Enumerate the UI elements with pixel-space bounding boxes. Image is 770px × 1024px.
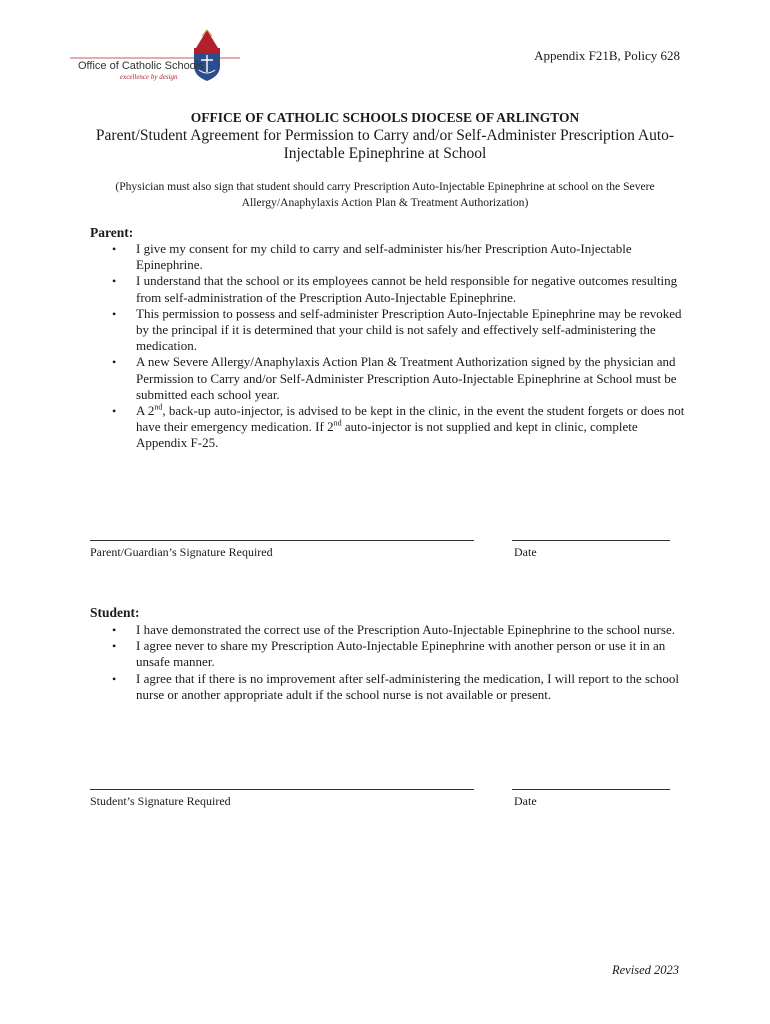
bullet-icon: • — [112, 355, 117, 370]
mitre-icon — [196, 30, 218, 48]
organization-heading: OFFICE OF CATHOLIC SCHOOLS DIOCESE OF ARLINGTON — [190, 110, 580, 125]
bullet-text: I agree that if there is no improvement after self-administering the medication, I will report to the school nurse or another appropriate adult if the school nurse is not available or present. — [136, 670, 679, 702]
student-signature-line[interactable] — [90, 789, 474, 790]
bullet-icon: • — [112, 274, 117, 289]
physician-note: (Physician must also sign that student should carry Prescription Auto-Injectable Epinephrine at school on the Severe Allergy/Anaphylaxis Action Plan & Treatment Authorization) — [115, 180, 655, 209]
list-item — [90, 403, 690, 452]
bullet-text: I understand that the school or its employees cannot be held responsible for negative outcomes resulting from self-administration of the Prescription Auto-Injectable Epinephrine. — [136, 273, 678, 305]
student-date-line[interactable] — [512, 789, 670, 790]
bullet-icon: • — [112, 639, 117, 654]
list-item — [90, 671, 690, 703]
list-item — [90, 241, 690, 273]
revised-date: Revised 2023 — [612, 963, 679, 977]
parent-bullet-list — [90, 241, 690, 452]
bullet-icon: • — [112, 242, 117, 256]
parent-signature-line[interactable] — [90, 540, 474, 541]
student-bullet-list — [90, 622, 690, 703]
parent-heading: Parent: — [90, 225, 134, 240]
parent-date-line[interactable] — [512, 540, 670, 541]
student-signature-label: Student’s Signature Required — [90, 794, 231, 808]
bullet-icon: • — [112, 623, 117, 637]
form-title: Parent/Student Agreement for Permission to Carry and/or Self-Administer Prescription Auto-Injectable Epinephrine at School — [95, 127, 675, 162]
logo-tagline: excellence by design — [120, 73, 178, 81]
bullet-icon: • — [112, 671, 117, 686]
student-heading: Student: — [90, 605, 140, 620]
bullet-text: This permission to possess and self-administer Prescription Auto-Injectable Epinephrine may be revoked by the principal if it is determined that your child is not safely and effectively self-administering the medication. — [136, 305, 682, 354]
appendix-reference: Appendix F21B, Policy 628 — [534, 48, 680, 63]
bullet-text: I give my consent for my child to carry and self-administer his/her Prescription Auto-Injectable Epinephrine. — [136, 241, 632, 273]
list-item — [90, 306, 690, 355]
parent-date-label: Date — [514, 545, 537, 559]
bullet-text: A 2nd, back-up auto-injector, is advised to be kept in the clinic, in the event the student forgets or does not have their emergency medication. If 2nd auto-injector is not supplied and kept in clinic, complete Appendix F-25. — [136, 402, 685, 451]
bullet-icon: • — [112, 306, 117, 321]
parent-signature-label: Parent/Guardian’s Signature Required — [90, 545, 273, 559]
list-item — [90, 273, 690, 305]
student-date-label: Date — [514, 794, 537, 808]
bullet-icon: • — [112, 404, 117, 419]
list-item — [90, 622, 690, 638]
logo-wordmark: Office of Catholic Schools — [78, 60, 204, 72]
bullet-text: I have demonstrated the correct use of the Prescription Auto-Injectable Epinephrine to the school nurse. — [136, 622, 675, 637]
list-item — [90, 638, 690, 670]
shield-band — [194, 48, 220, 53]
bullet-text: A new Severe Allergy/Anaphylaxis Action Plan & Treatment Authorization signed by the physician and Permission to Carry and/or Self-Administer Prescription Auto-Injectable Epinephrine at School must be submitted each school year. — [136, 354, 677, 402]
bullet-text: I agree never to share my Prescription Auto-Injectable Epinephrine with another person or use it in an unsafe manner. — [136, 638, 666, 670]
list-item — [90, 354, 690, 403]
